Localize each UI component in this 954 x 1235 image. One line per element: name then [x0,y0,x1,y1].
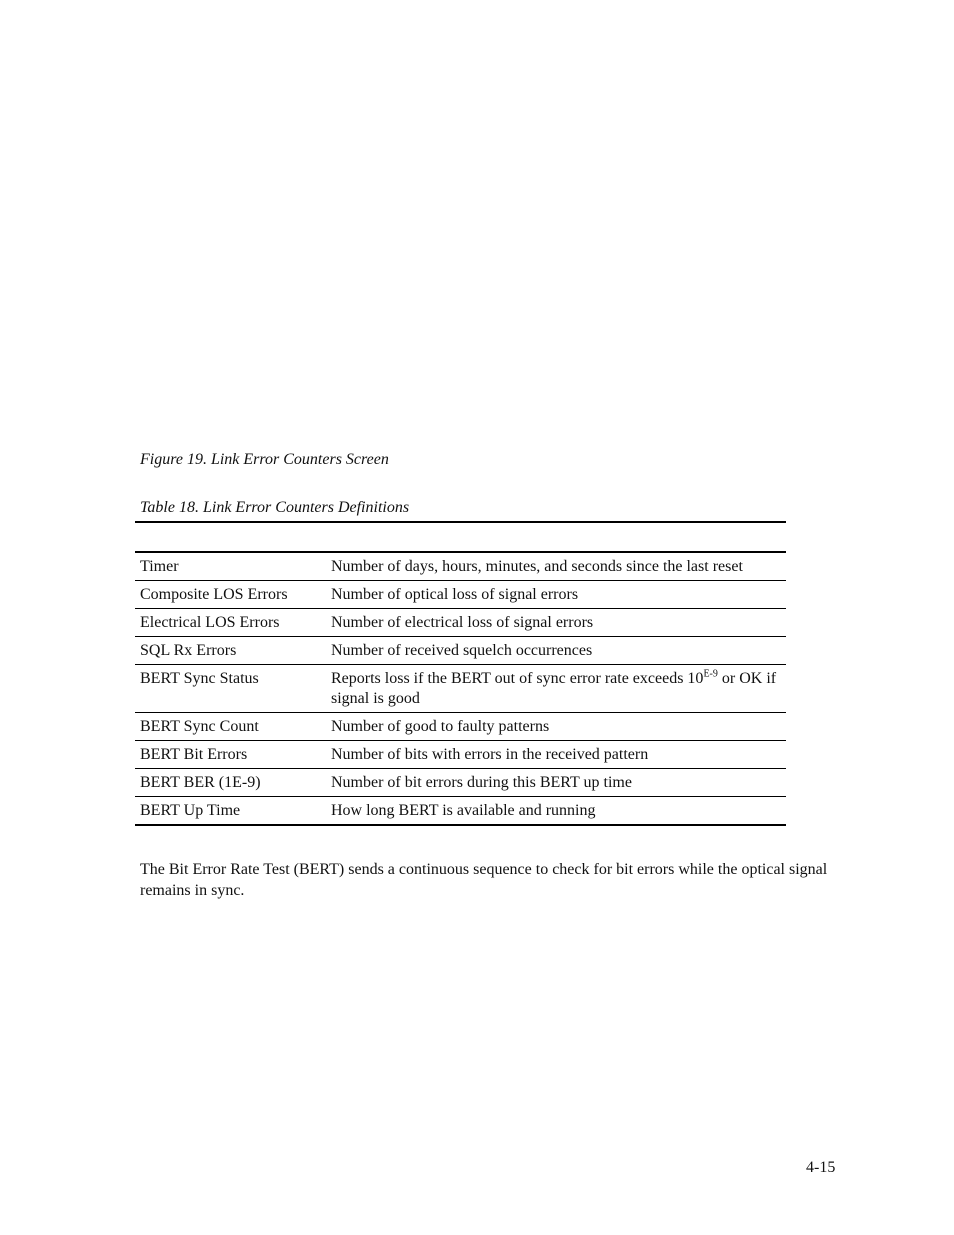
definition-cell: Number of electrical loss of signal errors [331,614,594,631]
table-top-rule [135,521,786,523]
page-number: 4-15 [806,1159,836,1176]
term-cell: Timer [140,558,179,575]
definitions-table [135,551,786,826]
table-caption: Table 18. Link Error Counters Definitions [140,499,410,516]
table-row [135,637,786,665]
definition-text: Reports loss if the BERT out of sync error rate exceeds 10 [331,670,704,687]
definition-cell: Number of days, hours, minutes, and seconds since the last reset [331,558,743,575]
term-cell: SQL Rx Errors [140,642,237,659]
definition-text-cont: or OK if signal is good [331,670,777,707]
table-row [135,665,786,713]
term-cell: BERT Sync Count [140,718,259,735]
definition-cell: Number of bits with errors in the received pattern [331,746,649,763]
table-row [135,769,786,797]
term-cell: Electrical LOS Errors [140,614,280,631]
term-cell: BERT Up Time [140,802,241,819]
term-cell: BERT Bit Errors [140,746,248,763]
definition-cell [326,665,786,713]
definition-cell: Number of optical loss of signal errors [331,586,579,603]
table-row [135,713,786,741]
definition-cell: Number of bit errors during this BERT up time [331,774,632,791]
table-row [135,609,786,637]
term-cell: Composite LOS Errors [140,586,288,603]
body-paragraph: The Bit Error Rate Test (BERT) sends a continuous sequence to check for bit errors while the optical signal remains in sync. [140,861,828,899]
definition-cell: Number of good to faulty patterns [331,718,550,735]
definition-cell: How long BERT is available and running [331,802,596,819]
term-cell: BERT BER (1E-9) [140,774,261,791]
table-row [135,741,786,769]
definition-cell: Number of received squelch occurrences [331,642,593,659]
table-row [135,797,786,826]
table-row [135,581,786,609]
exponent: E-9 [703,668,718,680]
term-cell: BERT Sync Status [140,670,259,687]
table-row [135,552,786,581]
figure-caption: Figure 19. Link Error Counters Screen [140,451,389,468]
